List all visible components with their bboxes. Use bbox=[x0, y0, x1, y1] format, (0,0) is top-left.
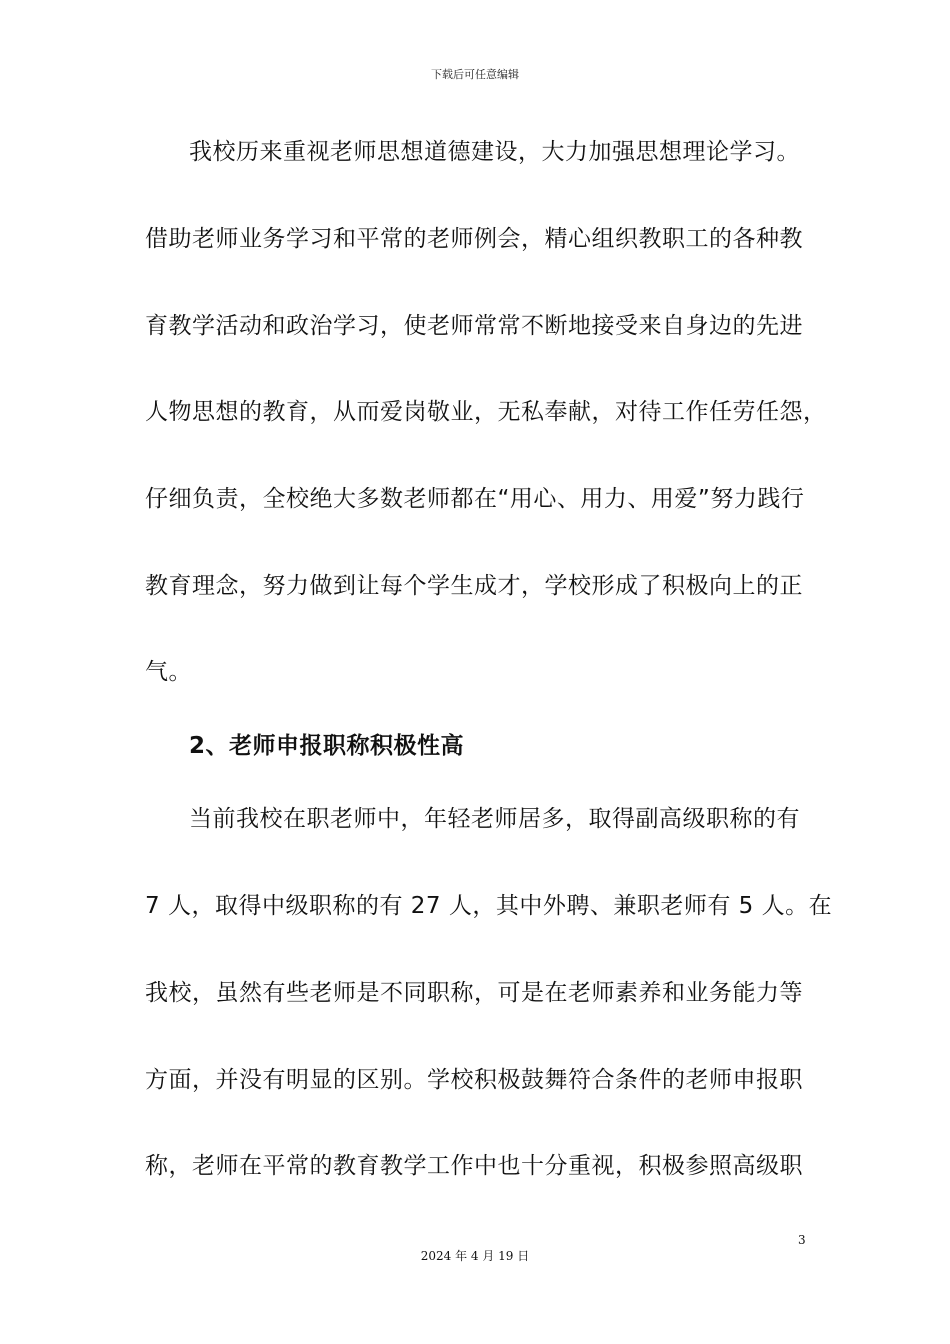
page-header: 下载后可任意编辑 bbox=[431, 68, 519, 81]
paragraph-line: 借助老师业务学习和平常的老师例会，精心组织教职工的各种教 bbox=[145, 226, 803, 252]
paragraph-line: 人物思想的教育，从而爱岗敬业，无私奉献，对待工作任劳任怨， bbox=[145, 399, 827, 425]
paragraph-line: 育教学活动和政治学习，使老师常常不断地接受来自身边的先进 bbox=[145, 313, 803, 339]
page-footer-date: 2024 年 4 月 19 日 bbox=[420, 1249, 530, 1263]
paragraph-line: 我校历来重视老师思想道德建设，大力加强思想理论学习。 bbox=[189, 139, 800, 165]
paragraph-line: 7 人，取得中级职称的有 27 人，其中外聘、兼职老师有 5 人。在 bbox=[145, 893, 833, 919]
paragraph-line: 仔细负责，全校绝大多数老师都在“用心、用力、用爱”努力践行 bbox=[145, 486, 805, 512]
paragraph-line: 方面，并没有明显的区别。学校积极鼓舞符合条件的老师申报职 bbox=[145, 1067, 803, 1093]
paragraph-line: 当前我校在职老师中，年轻老师居多，取得副高级职称的有 bbox=[189, 806, 800, 832]
page-number: 3 bbox=[798, 1233, 806, 1247]
paragraph-line: 教育理念，努力做到让每个学生成才，学校形成了积极向上的正 bbox=[145, 573, 803, 599]
section-heading: 2、老师申报职称积极性高 bbox=[189, 733, 465, 759]
paragraph-line: 我校，虽然有些老师是不同职称，可是在老师素养和业务能力等 bbox=[145, 980, 803, 1006]
paragraph-line: 称，老师在平常的教育教学工作中也十分重视，积极参照高级职 bbox=[145, 1153, 803, 1179]
paragraph-line: 气。 bbox=[145, 659, 192, 685]
